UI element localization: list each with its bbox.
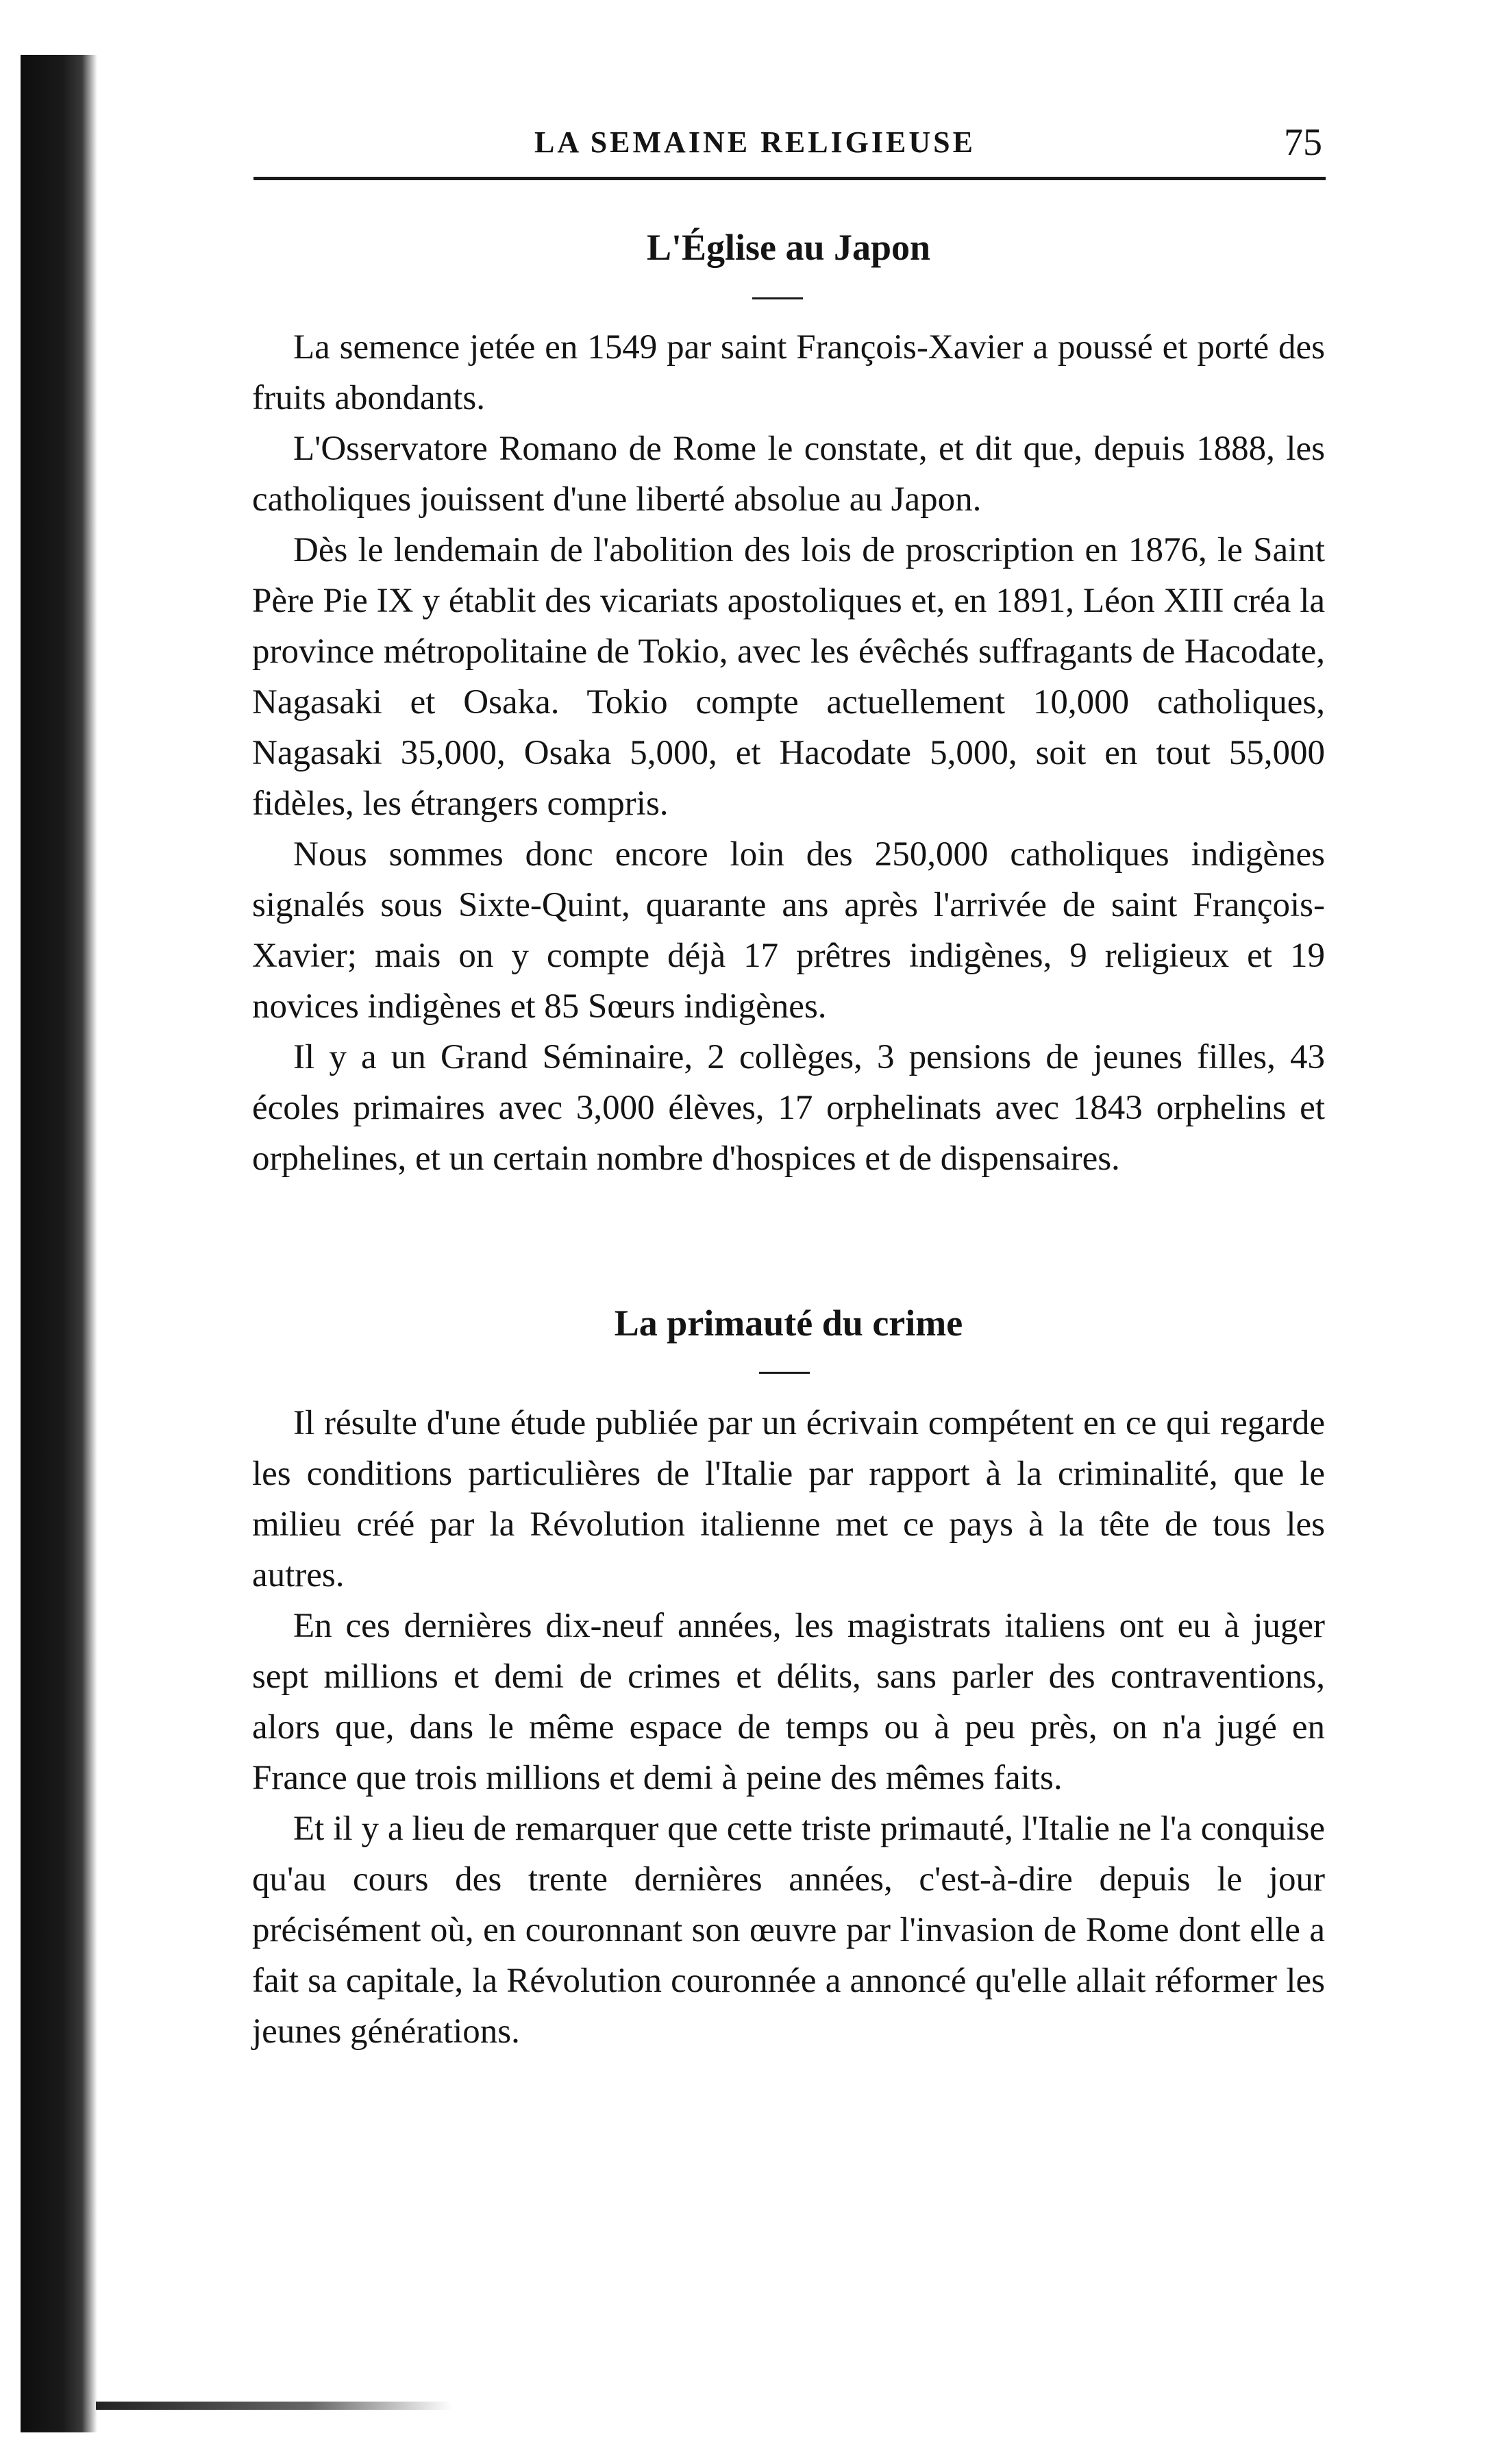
- paragraph: En ces dernières dix-neuf années, les magistrats italiens ont eu à juger sept millions et demi de crimes et délits, sans parler des contraventions, alors que, dans le même espace de temps ou à peu près, on n'a jugé en France que trois millions et demi à peine des mêmes faits.: [252, 1607, 1325, 1797]
- paragraph: Nous sommes donc encore loin des 250,000 catholiques indigènes signalés sous Sixte-Quint, quarante ans après l'arrivée de saint François-Xavier; mais on y compte déjà 17 prêtres indigènes, 9 religieux et 19 novices indigènes et 85 Sœurs indigènes.: [252, 835, 1325, 1026]
- scan-binding-edge: [21, 55, 97, 2432]
- paragraph: Il y a un Grand Séminaire, 2 collèges, 3 pensions de jeunes filles, 43 écoles primaires avec 3,000 élèves, 17 orphelinats avec 1843 orphelins et orphelines, et un certain nombre d'hospices et de dispensaires.: [252, 1038, 1325, 1178]
- article-body-crime: [252, 1398, 1325, 2057]
- page-number: 75: [1284, 121, 1322, 164]
- article-title-crime: La primauté du crime: [614, 1303, 963, 1344]
- header-rule: [253, 177, 1326, 180]
- paragraph: La semence jetée en 1549 par saint François-Xavier a poussé et porté des fruits abondants.: [252, 328, 1325, 417]
- article-title-japon: L'Église au Japon: [646, 227, 931, 268]
- paragraph: Dès le lendemain de l'abolition des lois de proscription en 1876, le Saint Père Pie IX y établit des vicariats apostoliques et, en 1891, Léon XIII créa la province métropolitaine de Tokio, avec les évêchés suffragants de Hacodate, Nagasaki et Osaka. Tokio compte actuellement 10,000 catholiques, Nagasaki 35,000, Osaka 5,000, et Hacodate 5,000, soit en tout 55,000 fidèles, les étrangers compris.: [252, 531, 1325, 823]
- paragraph: Et il y a lieu de remarquer que cette triste primauté, l'Italie ne l'a conquise qu'au cours des trente dernières années, c'est-à-dire depuis le jour précisément où, en couronnant son œuvre par l'invasion de Rome dont elle a fait sa capitale, la Révolution couronnée a annoncé qu'elle allait réformer les jeunes générations.: [252, 1810, 1325, 2051]
- scan-bottom-shadow: [96, 2402, 452, 2410]
- title-rule-1: [752, 297, 803, 299]
- article-body-japon: [252, 322, 1325, 1184]
- title-rule-2: [759, 1372, 810, 1374]
- running-head: [253, 121, 1322, 169]
- running-title: LA SEMAINE RELIGIEUSE: [534, 125, 976, 159]
- paragraph: L'Osservatore Romano de Rome le constate, et dit que, depuis 1888, les catholiques jouissent d'une liberté absolue au Japon.: [252, 430, 1325, 519]
- paragraph: Il résulte d'une étude publiée par un écrivain compétent en ce qui regarde les conditions particulières de l'Italie par rapport à la criminalité, que le milieu créé par la Révolution italienne met ce pays à la tête de tous les autres.: [252, 1404, 1325, 1594]
